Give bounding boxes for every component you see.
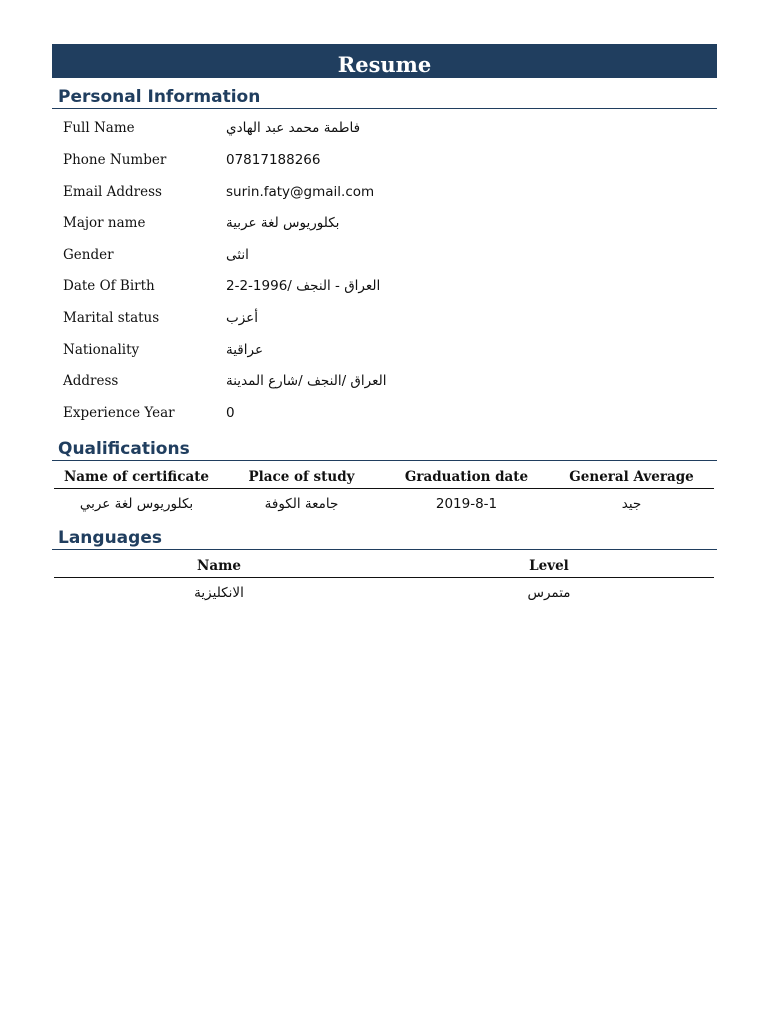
info-row-gender [63, 247, 713, 269]
section-qualifications [52, 436, 717, 461]
column-header-place-of-study: Place of study [248, 469, 355, 485]
section-personal-information [52, 84, 717, 109]
field-label: Email Address [63, 184, 162, 200]
field-value: 2-2-1996/ العراق - النجف [226, 278, 381, 294]
field-value: انثى [226, 247, 249, 263]
field-value: أعزب [226, 310, 258, 326]
field-value: 07817188266 [226, 152, 321, 168]
info-row-full-name [63, 120, 713, 142]
info-row-experience-year [63, 405, 713, 427]
section-heading: Personal Information [58, 87, 261, 107]
field-value: عراقية [226, 342, 264, 358]
table-row [54, 578, 714, 604]
qualifications-table [54, 467, 714, 515]
column-header-level: Level [529, 558, 569, 574]
field-value: بكلوريوس لغة عربية [226, 215, 340, 231]
table-header-row [54, 556, 714, 578]
resume-title: Resume [52, 44, 717, 78]
field-value: فاطمة محمد عبد الهادي [226, 120, 361, 136]
column-header-certificate: Name of certificate [63, 469, 210, 485]
field-label: Major name [63, 215, 146, 231]
column-header-graduation-date: Graduation date [404, 469, 529, 485]
field-value: surin.faty@gmail.com [226, 184, 375, 200]
info-row-nationality [63, 342, 713, 364]
section-heading: Languages [58, 528, 162, 548]
section-heading: Qualifications [58, 439, 190, 459]
cell-place-of-study: جامعة الكوفة [264, 496, 339, 512]
info-row-email-address [63, 184, 713, 206]
cell-language-level: متمرس [527, 585, 571, 601]
field-label: Full Name [63, 120, 135, 136]
languages-table [54, 556, 714, 604]
cell-general-average: جيد [621, 496, 642, 512]
cell-graduation-date: 2019-8-1 [435, 496, 498, 512]
field-label: Date Of Birth [63, 278, 155, 294]
table-row [54, 489, 714, 515]
info-row-date-of-birth [63, 278, 713, 300]
field-label: Gender [63, 247, 114, 263]
field-label: Experience Year [63, 405, 175, 421]
field-label: Address [63, 373, 119, 389]
info-row-marital-status [63, 310, 713, 332]
info-row-phone-number [63, 152, 713, 174]
section-languages [52, 525, 717, 550]
info-row-major-name [63, 215, 713, 237]
field-value: العراق /النجف /شارع المدينة [226, 373, 387, 389]
column-header-general-average: General Average [569, 469, 694, 485]
field-value: 0 [226, 405, 235, 421]
table-header-row [54, 467, 714, 489]
field-label: Nationality [63, 342, 140, 358]
cell-certificate: بكلوريوس لغة عربي [79, 496, 194, 512]
cell-language-name: الانكليزية [194, 585, 244, 601]
field-label: Phone Number [63, 152, 167, 168]
column-header-name: Name [197, 558, 241, 574]
info-row-address [63, 373, 713, 395]
field-label: Marital status [63, 310, 160, 326]
